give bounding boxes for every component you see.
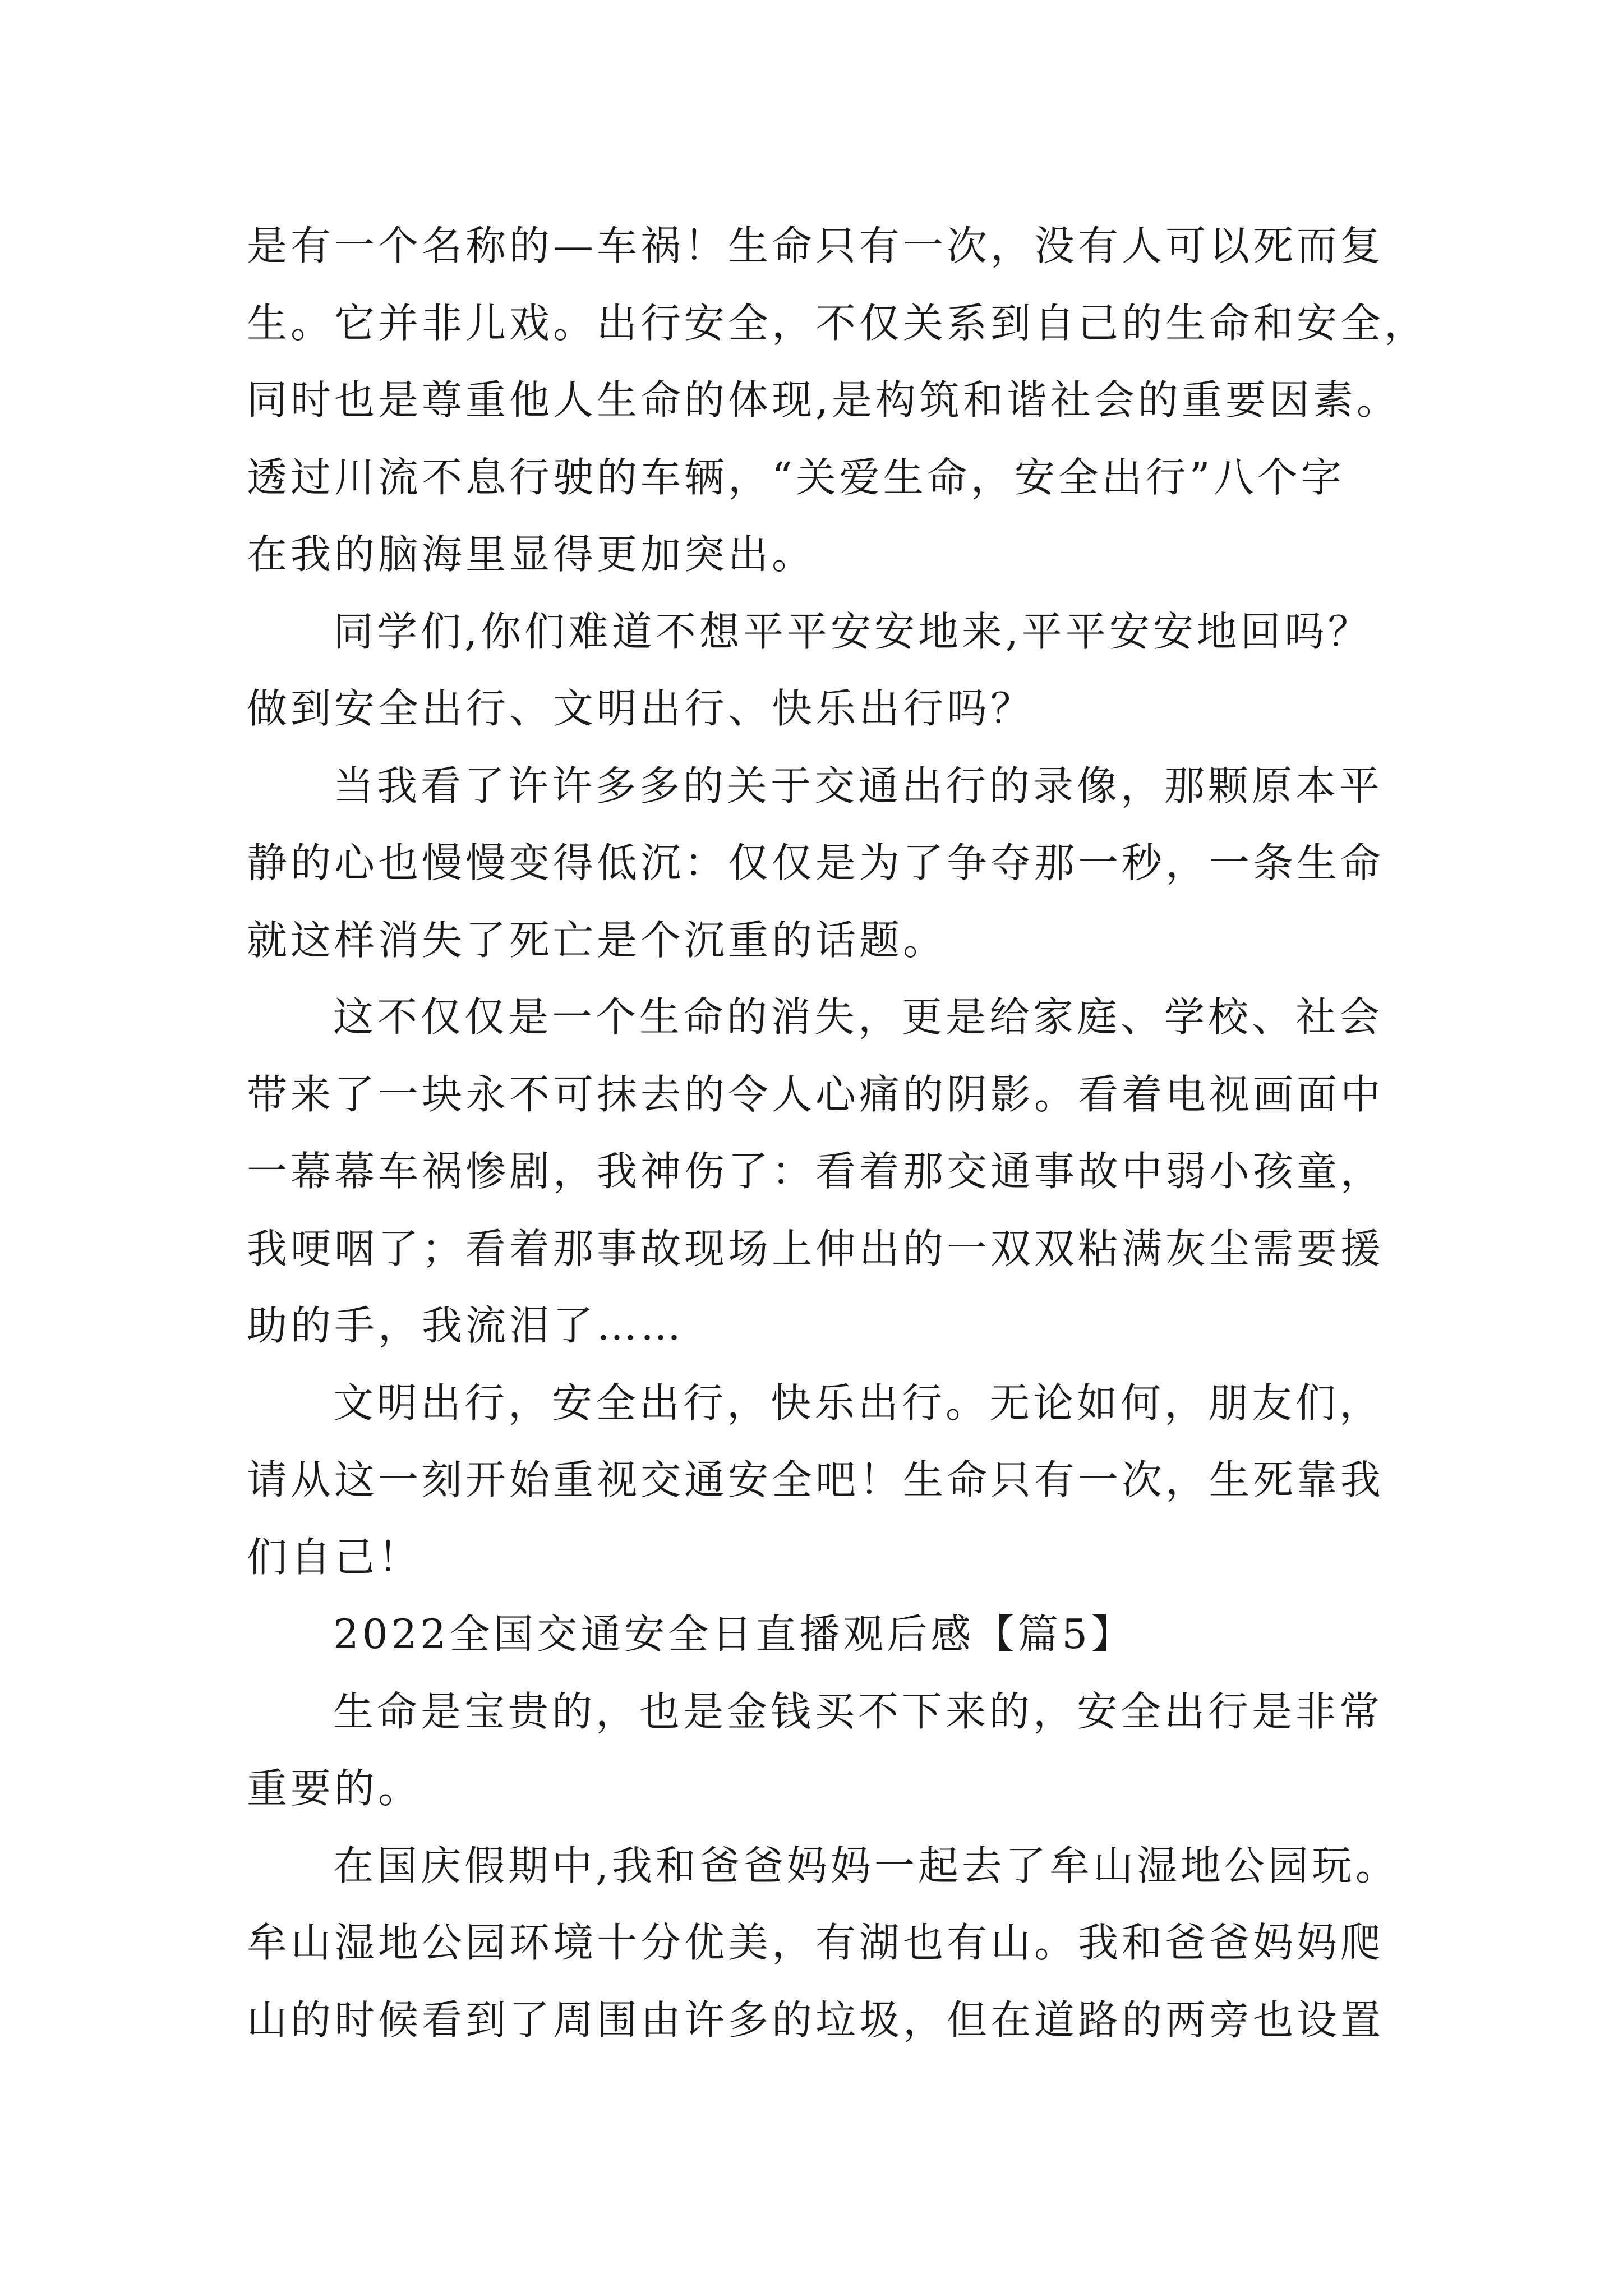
- text-line: 牟山湿地公园环境十分优美，有湖也有山。我和爸爸妈妈爬: [247, 1919, 1385, 1966]
- text-line: 助的手，我流泪了……: [247, 1302, 685, 1349]
- text-line: 们自己！: [247, 1533, 422, 1581]
- text-line: 在国庆假期中,我和爸爸妈妈一起去了牟山湿地公园玩。: [333, 1842, 1399, 1889]
- text-line: 生。它并非儿戏。出行安全，不仅关系到自己的生命和安全，: [247, 299, 1428, 347]
- text-line: 一幕幕车祸惨剧，我神伤了：看着那交通事故中弱小孩童，: [247, 1148, 1385, 1195]
- text-line: 带来了一块永不可抹去的令人心痛的阴影。看着电视画面中: [247, 1070, 1385, 1118]
- text-line: 透过川流不息行驶的车辆，“关爱生命，安全出行”八个字: [247, 453, 1345, 501]
- text-line: 生命是宝贵的，也是金钱买不下来的，安全出行是非常: [333, 1687, 1384, 1735]
- text-line: 当我看了许许多多的关于交通出行的录像，那颗原本平: [333, 762, 1384, 809]
- section-heading: 2022全国交通安全日直播观后感【篇5】: [333, 1611, 1135, 1658]
- text-line: 在我的脑海里显得更加突出。: [247, 531, 816, 578]
- text-line: 这不仅仅是一个生命的消失，更是给家庭、学校、社会: [333, 993, 1384, 1041]
- text-line: 我哽咽了；看着那事故现场上伸出的一双双粘满灰尘需要援: [247, 1225, 1385, 1272]
- text-line: 文明出行，安全出行，快乐出行。无论如何，朋友们，: [333, 1379, 1384, 1427]
- document-body: [247, 208, 1436, 2059]
- text-line: 山的时候看到了周围由许多的垃圾，但在道路的两旁也设置: [247, 1996, 1385, 2044]
- text-line: 做到安全出行、文明出行、快乐出行吗？: [247, 685, 1035, 732]
- text-line: 是有一个名称的—车祸！生命只有一次，没有人可以死而复: [247, 222, 1385, 269]
- text-line: 同时也是尊重他人生命的体现,是构筑和谐社会的重要因素。: [247, 376, 1400, 424]
- text-line: 重要的。: [247, 1765, 422, 1812]
- text-line: 静的心也慢慢变得低沉：仅仅是为了争夺那一秒，一条生命: [247, 839, 1385, 886]
- text-line: 同学们,你们难道不想平平安安地来,平平安安地回吗？: [333, 608, 1372, 655]
- text-line: 就这样消失了死亡是个沉重的话题。: [247, 916, 947, 964]
- text-line: 请从这一刻开始重视交通安全吧！生命只有一次，生死靠我: [247, 1456, 1385, 1503]
